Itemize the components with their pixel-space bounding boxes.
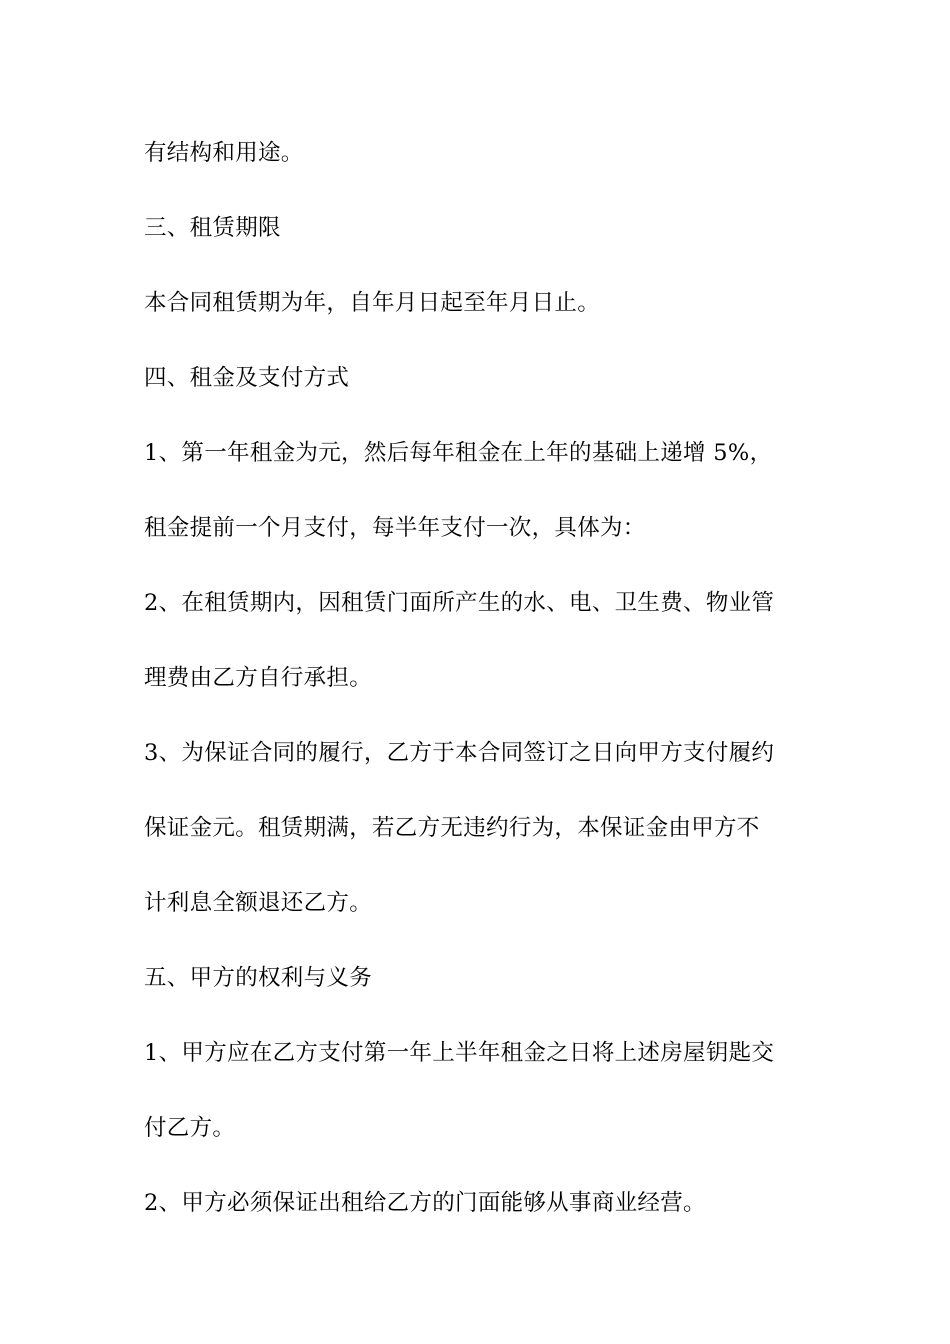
text-line: 1、第一年租金为元，然后每年租金在上年的基础上递增 5%，: [144, 440, 773, 466]
section-heading-rent-payment: 四、租金及支付方式: [144, 365, 350, 391]
text-line: 租金提前一个月支付，每半年支付一次，具体为：: [144, 515, 646, 541]
text-line: 2、在租赁期内，因租赁门面所产生的水、电、卫生费、物业管: [144, 590, 775, 616]
text-line: 本合同租赁期为年，自年月日起至年月日止。: [144, 290, 601, 316]
text-line: 有结构和用途。: [144, 140, 304, 166]
text-line: 理费由乙方自行承担。: [144, 665, 373, 691]
text-line: 计利息全额退还乙方。: [144, 890, 373, 916]
section-heading-lease-term: 三、租赁期限: [144, 215, 281, 241]
text-line: 付乙方。: [144, 1115, 236, 1141]
text-line: 保证金元。租赁期满，若乙方无违约行为，本保证金由甲方不: [144, 815, 760, 841]
text-line: 3、为保证合同的履行，乙方于本合同签订之日向甲方支付履约: [144, 740, 775, 766]
text-line: 1、甲方应在乙方支付第一年上半年租金之日将上述房屋钥匙交: [144, 1040, 775, 1066]
document-body: [144, 128, 816, 1253]
section-heading-party-a-rights: 五、甲方的权利与义务: [144, 965, 373, 991]
text-line: 2、甲方必须保证出租给乙方的门面能够从事商业经营。: [144, 1190, 706, 1216]
